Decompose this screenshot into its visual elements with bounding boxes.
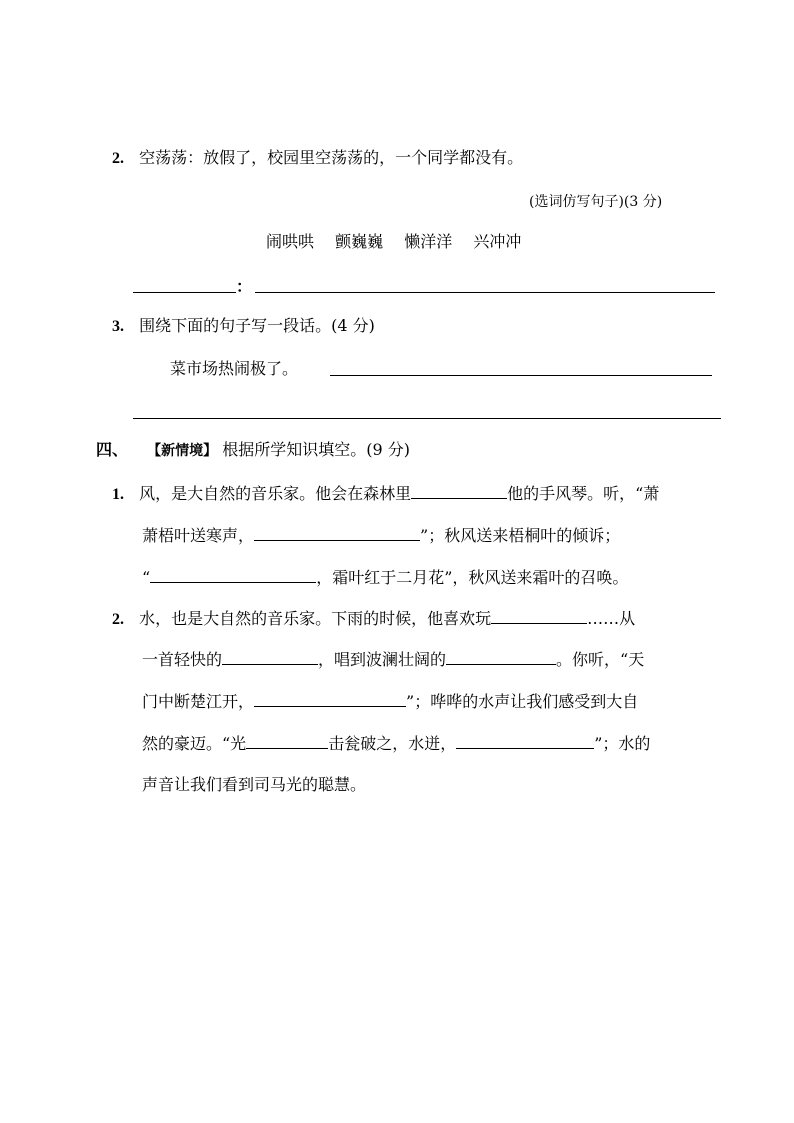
s4-q2-line-5: 声音让我们看到司马光的聪慧。 (142, 775, 367, 794)
section-marker: 四、 (96, 440, 129, 459)
q3-prompt: 菜市场热闹极了。 (170, 359, 299, 378)
s4-q2-line-2: 一首轻快的 ，唱到波澜壮阔的 。你听，“天 (142, 650, 645, 669)
q2-line (112, 147, 523, 169)
s4-q2-line-3: 门中断楚江开， ”；哗哗的水声让我们感受到大自 (142, 692, 639, 711)
s4-q2-line-1: 2. 水，也是大自然的音乐家。下雨的时候，他喜欢玩 ……从 (112, 607, 635, 629)
s4-q1-line-2: 萧梧叶送寒声， ”；秋风送来梧桐叶的倾诉； (142, 526, 621, 545)
section-title: 根据所学知识填空。(9 分) (222, 440, 410, 459)
answer-blank[interactable] (150, 566, 316, 583)
word-choice: 兴冲冲 (473, 232, 522, 251)
word-choice: 懒洋洋 (404, 232, 453, 251)
s4-q1-line-3: “ ，霜叶红于二月花”，秋风送来霜叶的召唤。 (142, 568, 629, 587)
answer-blank-word[interactable] (133, 292, 236, 293)
question-instruction: (选词仿写句子)(3 分) (529, 194, 663, 210)
s4-q2-line-4: 然的豪迈。“光 击瓮破之，水迸， ”；水的 (142, 734, 651, 753)
s4-q1-line-1: 1. 风，是大自然的音乐家。他会在森林里 他的手风琴。听，“萧 (112, 482, 659, 504)
answer-blank[interactable] (446, 648, 556, 665)
answer-blank[interactable] (254, 690, 406, 707)
word-choices (266, 231, 521, 253)
word-choice: 颤巍巍 (335, 232, 384, 251)
question-text: 空荡荡：放假了，校园里空荡荡的，一个同学都没有。 (139, 148, 524, 167)
answer-blank-sentence[interactable] (255, 292, 715, 293)
q3-line (112, 315, 375, 337)
answer-blank[interactable] (222, 648, 318, 665)
question-number: 2. (112, 611, 124, 628)
context-tag: 【新情境】 (147, 443, 218, 459)
word-choice: 闹哄哄 (266, 232, 315, 251)
answer-blank[interactable] (411, 482, 507, 499)
answer-colon: ： (236, 277, 253, 296)
answer-blank-paragraph-2[interactable] (133, 418, 721, 419)
answer-blank-paragraph-1[interactable] (330, 375, 712, 376)
answer-blank[interactable] (456, 732, 594, 749)
question-number: 3. (112, 318, 124, 335)
answer-blank[interactable] (246, 732, 328, 749)
section-heading (96, 439, 410, 461)
answer-blank[interactable] (491, 607, 587, 624)
question-number: 2. (112, 150, 124, 167)
question-text: 围绕下面的句子写一段话。(4 分) (139, 316, 375, 335)
question-number: 1. (112, 486, 124, 503)
answer-blank[interactable] (254, 524, 420, 541)
